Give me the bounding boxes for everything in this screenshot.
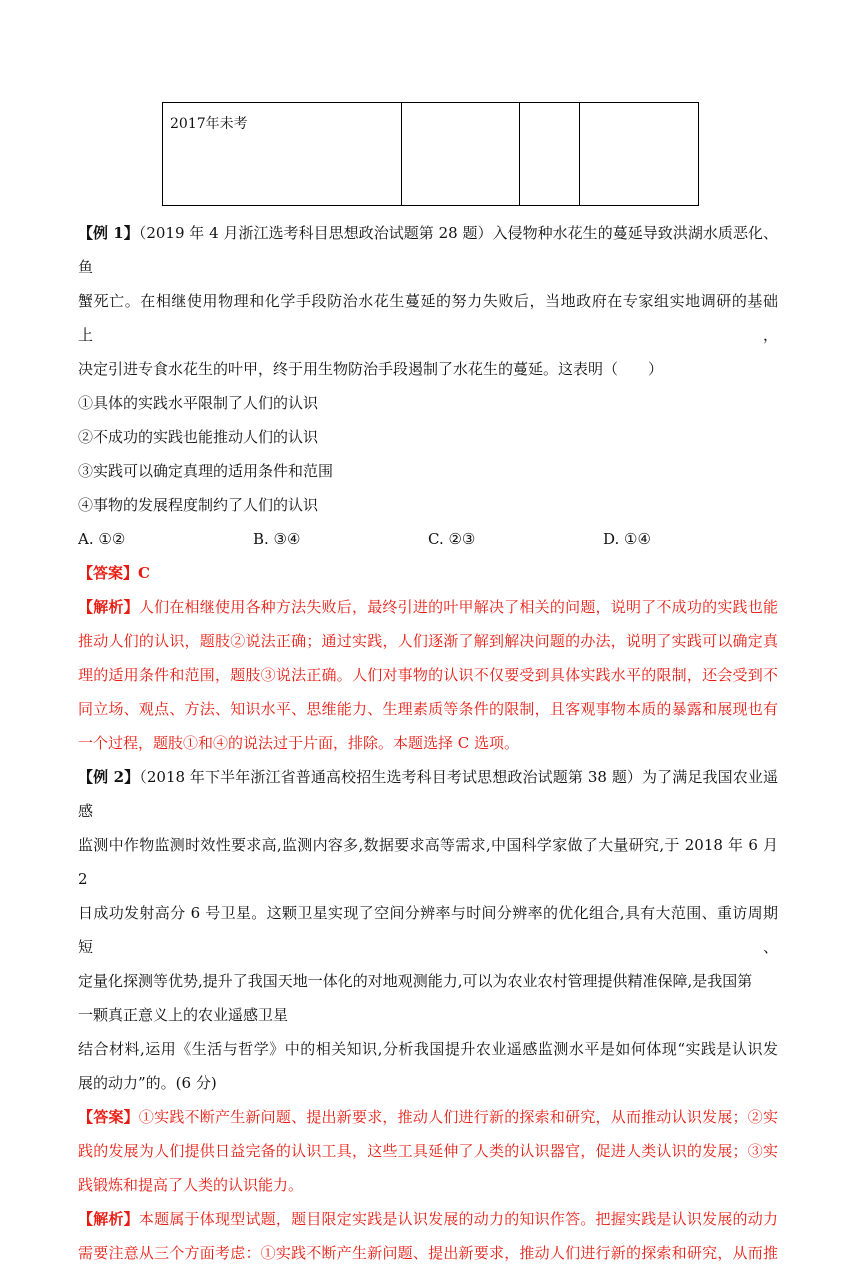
analysis-label: 【解析】 — [78, 1210, 139, 1228]
table-cell — [580, 103, 699, 206]
example-2-line: 【例 2】（2018 年下半年浙江省普通高校招生选考科目考试思想政治试题第 38 题）为了满足我国农业遥感 — [78, 768, 778, 820]
example-1-line: 【例 1】（2019 年 4 月浙江选考科目思想政治试题第 28 题）入侵物种水花生的蔓延导致洪湖水质恶化、鱼 — [78, 224, 778, 276]
answer-label: 【答案】 — [78, 1108, 139, 1126]
answer-line: 践的发展为人们提供日益完备的认识工具，这些工具延伸了人类的认识器官，促进人类认识的发展；③实 — [78, 1142, 778, 1160]
analysis-label: 【解析】 — [78, 598, 139, 616]
answer-line: 践锻炼和提高了人类的认识能力。 — [78, 1176, 304, 1194]
analysis-line: 【解析】人们在相继使用各种方法失败后，最终引进的叶甲解决了相关的问题，说明了不成功的实践也能 — [78, 598, 778, 616]
option-c: C. ②③ — [428, 530, 476, 548]
statement-2: ②不成功的实践也能推动人们的认识 — [78, 428, 319, 446]
example-2-line: 一颗真正意义上的农业遥感卫星 — [78, 1006, 289, 1024]
option-d: D. ①④ — [603, 530, 651, 548]
example-1-line: 蟹死亡。在相继使用物理和化学手段防治水花生蔓延的努力失败后，当地政府在专家组实地调研的基础上， — [78, 292, 778, 344]
example-1-line: 决定引进专食水花生的叶甲，终于用生物防治手段遏制了水花生的蔓延。这表明（ ） — [78, 360, 664, 378]
example-1-answer — [78, 556, 778, 590]
example-2-tag: 【例 2】 — [78, 768, 140, 786]
analysis-line: 【解析】本题属于体现型试题，题目限定实践是认识发展的动力的知识作答。把握实践是认识发展的动力 — [78, 1210, 778, 1228]
analysis-line: 理的适用条件和范围，题肢③说法正确。人们对事物的认识不仅要受到具体实践水平的限制，还会受到不 — [78, 666, 778, 684]
example-2-question: 展的动力”的。(6 分) — [78, 1074, 217, 1092]
analysis-line: 同立场、观点、方法、知识水平、思维能力、生理素质等条件的限制，且客观事物本质的暴露和展现也有 — [78, 700, 778, 718]
analysis-line: 推动人们的认识，题肢②说法正确；通过实践，人们逐渐了解到解决问题的办法，说明了实践可以确定真 — [78, 632, 778, 650]
table-row — [163, 103, 699, 206]
example-2-question: 结合材料,运用《生活与哲学》中的相关知识,分析我国提升农业遥感监测水平是如何体现“实践是认识发 — [78, 1040, 778, 1058]
answer-options — [78, 522, 778, 556]
analysis-line: 一个过程，题肢①和④的说法过于片面，排除。本题选择 C 选项。 — [78, 734, 520, 752]
exam-table — [162, 102, 699, 206]
analysis-line: 需要注意从三个方面考虑：①实践不断产生新问题、提出新要求，推动人们进行新的探索和研究，从而推 — [78, 1244, 778, 1262]
table-cell — [520, 103, 580, 206]
option-b: B. ③④ — [253, 530, 301, 548]
example-2-answer — [78, 1100, 778, 1202]
example-2-line: 日成功发射高分 6 号卫星。这颗卫星实现了空间分辨率与时间分辨率的优化组合,具有大范围、重访周期短、 — [78, 904, 778, 956]
example-2 — [78, 760, 778, 1270]
example-2-line: 监测中作物监测时效性要求高,监测内容多,数据要求高等需求,中国科学家做了大量研究,于 2018 年 6 月 2 — [78, 836, 778, 888]
statement-3: ③实践可以确定真理的适用条件和范围 — [78, 462, 334, 480]
option-a: A. ①② — [78, 530, 126, 548]
table-cell — [401, 103, 520, 206]
example-1-analysis — [78, 590, 778, 760]
table-cell-year — [163, 103, 402, 206]
statement-1: ①具体的实践水平限制了人们的认识 — [78, 394, 319, 412]
example-1 — [78, 216, 778, 760]
answer-label: 【答案】 — [78, 564, 139, 582]
statement-4: ④事物的发展程度制约了人们的认识 — [78, 496, 319, 514]
answer-line: 【答案】①实践不断产生新问题、提出新要求，推动人们进行新的探索和研究，从而推动认识发展；②实 — [78, 1108, 778, 1126]
document-body — [78, 216, 778, 1270]
example-2-analysis — [78, 1202, 778, 1270]
example-1-tag: 【例 1】 — [78, 224, 139, 242]
example-2-line: 定量化探测等优势,提升了我国天地一体化的对地观测能力,可以为农业农村管理提供精准保障,是我国第 — [78, 972, 753, 990]
answer-value: C — [138, 564, 150, 582]
table-row-label: 2017年未考 — [170, 116, 248, 132]
